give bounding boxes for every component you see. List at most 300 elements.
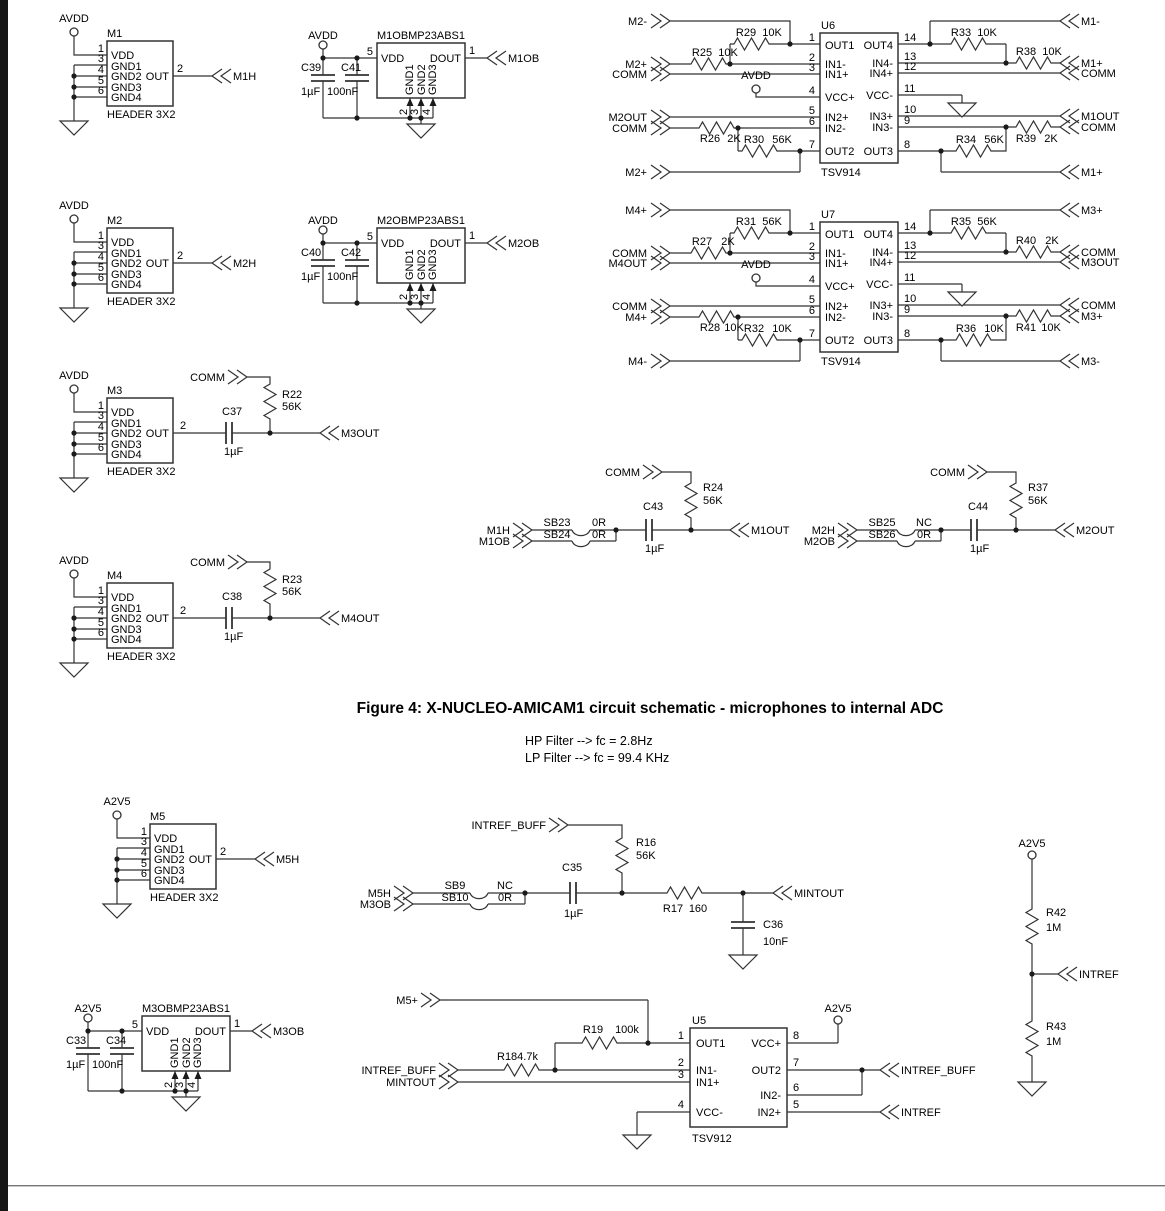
junction-dot bbox=[114, 856, 119, 861]
resistor-value: 10K bbox=[718, 47, 738, 59]
pin-number: 10 bbox=[904, 293, 917, 305]
ground-icon bbox=[623, 1135, 651, 1149]
connector-label: COMM bbox=[1081, 247, 1116, 259]
junction-dot bbox=[727, 61, 732, 66]
lp-filter-note: LP Filter --> fc = 99.4 KHz bbox=[525, 751, 670, 765]
solder-bridge-name: SB25 bbox=[868, 517, 896, 529]
header-m3 bbox=[59, 370, 380, 492]
pin-label: OUT2 bbox=[825, 335, 855, 347]
junction-dot bbox=[267, 430, 272, 435]
pin-arrow-icon bbox=[195, 1071, 202, 1079]
pin-label: VDD bbox=[154, 833, 178, 845]
resistor-name: R28 bbox=[699, 322, 721, 334]
wires bbox=[1032, 859, 1058, 1082]
connector-label: M5H bbox=[367, 888, 391, 900]
resistor-name: R35 bbox=[950, 216, 972, 228]
connector-label: M4+ bbox=[625, 205, 647, 217]
pin-label: IN2- bbox=[760, 1090, 781, 1102]
pin-label: GND2 bbox=[111, 258, 142, 270]
opamp-u6 bbox=[609, 14, 1120, 179]
pin-label: OUT bbox=[145, 428, 169, 440]
ground-icon bbox=[407, 124, 435, 138]
pin-label: VCC- bbox=[696, 1107, 723, 1119]
junction-dot bbox=[71, 451, 76, 456]
capacitor-value: 100nF bbox=[92, 1059, 124, 1071]
resistor-value: 56K bbox=[1028, 495, 1048, 507]
junction-dot bbox=[735, 314, 740, 319]
connector-label: INTREF_BUFF bbox=[471, 820, 546, 832]
supply-node-icon bbox=[70, 28, 78, 36]
resistor-icon bbox=[1026, 1017, 1038, 1060]
junction-dot bbox=[407, 115, 412, 120]
ground-icon bbox=[948, 292, 976, 306]
junction-dot bbox=[613, 527, 618, 532]
pin-number: 7 bbox=[808, 139, 815, 151]
pin-number: 6 bbox=[808, 116, 815, 128]
supply-label: AVDD bbox=[59, 370, 89, 382]
part-label: HEADER 3X2 bbox=[107, 296, 176, 308]
connector-icon bbox=[880, 1105, 899, 1119]
connector-icon bbox=[651, 256, 670, 270]
connector-label: M1+ bbox=[1081, 167, 1103, 179]
pin-label: OUT1 bbox=[825, 229, 855, 241]
pin-label: GND1 bbox=[404, 249, 416, 280]
capacitor-name: C37 bbox=[222, 406, 243, 418]
resistor-value: 160 bbox=[688, 903, 708, 915]
ground-icon bbox=[103, 904, 131, 918]
pin-label: GND2 bbox=[416, 249, 428, 280]
pin-label: GND2 bbox=[111, 428, 142, 440]
part-label: MP23ABS1 bbox=[408, 215, 465, 227]
junction-dot bbox=[85, 1028, 90, 1033]
pin-number: 1 bbox=[97, 400, 104, 412]
solder-bridge-name: SB23 bbox=[543, 517, 571, 529]
connector-label: M2H bbox=[811, 525, 835, 537]
solder-bridge-value: 0R bbox=[497, 892, 513, 904]
pin-label: OUT3 bbox=[863, 146, 893, 158]
connector-label: M1+ bbox=[1081, 58, 1103, 70]
pin-number: 2 bbox=[808, 241, 815, 253]
connector-label: M2OUT bbox=[1076, 525, 1115, 537]
pin-number: 1 bbox=[808, 221, 815, 233]
ref-label: M1 bbox=[107, 28, 123, 40]
supply-label: AVDD bbox=[308, 215, 338, 227]
capacitor-icon bbox=[76, 1048, 100, 1054]
junction-dot bbox=[1003, 124, 1008, 129]
capacitor-name: C42 bbox=[341, 247, 362, 259]
resistor-icon bbox=[730, 227, 773, 239]
junction-dot bbox=[522, 890, 527, 895]
connector-label: COMM bbox=[1081, 122, 1116, 134]
resistor-name: R32 bbox=[743, 323, 765, 335]
resistor-name: R37 bbox=[1028, 482, 1049, 494]
pin-number: 3 bbox=[97, 595, 104, 607]
supply-label: AVDD bbox=[308, 30, 338, 42]
pin-number: 6 bbox=[97, 85, 104, 97]
junction-dot bbox=[71, 430, 76, 435]
ref-label: U5 bbox=[692, 1015, 707, 1027]
ground-icon bbox=[172, 1097, 200, 1111]
pin-number: 2 bbox=[808, 52, 815, 64]
pin-number: 6 bbox=[140, 868, 147, 880]
pin-label: VDD bbox=[111, 50, 135, 62]
part-label: TSV912 bbox=[692, 1133, 732, 1145]
junction-dot bbox=[859, 1067, 864, 1072]
resistor-icon bbox=[947, 227, 990, 239]
pin-number: 5 bbox=[97, 75, 104, 87]
pin-label: VDD bbox=[111, 407, 135, 419]
pin-label: OUT3 bbox=[863, 335, 893, 347]
junction-dot bbox=[740, 890, 745, 895]
supply-node-icon bbox=[70, 385, 78, 393]
resistor-name: R23 bbox=[282, 574, 303, 586]
resistor-icon bbox=[1012, 121, 1055, 133]
connector-label: M1H bbox=[233, 71, 257, 83]
pin-number: 1 bbox=[234, 1018, 241, 1030]
pin-number: 1 bbox=[808, 32, 815, 44]
pin-number: 4 bbox=[808, 274, 815, 286]
resistor-value: 10K bbox=[724, 322, 744, 334]
resistor-value: 2K bbox=[727, 133, 741, 145]
connector-icon bbox=[643, 465, 662, 479]
pin-number: 1 bbox=[469, 45, 476, 57]
resistor-icon bbox=[663, 887, 706, 899]
connector-label: COMM bbox=[612, 123, 647, 135]
connector-label: M2OB bbox=[508, 238, 540, 250]
connector-icon bbox=[255, 852, 274, 866]
connector-label: MINTOUT bbox=[386, 1077, 436, 1089]
connector-icon bbox=[1060, 165, 1079, 179]
junction-dot bbox=[71, 260, 76, 265]
pin-number: 13 bbox=[904, 51, 917, 63]
connector-label: M3OB bbox=[273, 1026, 305, 1038]
pin-arrow-icon bbox=[430, 283, 437, 291]
junction-dot bbox=[183, 1088, 188, 1093]
pin-label: GND3 bbox=[111, 439, 142, 451]
junction-dot bbox=[267, 615, 272, 620]
connector-label: COMM bbox=[190, 557, 225, 569]
resistor-name: R26 bbox=[699, 133, 721, 145]
resistor-name: R24 bbox=[703, 482, 724, 494]
pin-label: IN1- bbox=[825, 248, 846, 260]
capacitor-name: C38 bbox=[222, 591, 243, 603]
pin-number: 1 bbox=[469, 230, 476, 242]
resistor-icon bbox=[687, 58, 730, 70]
junction-dot bbox=[320, 55, 325, 60]
resistor-name: R41 bbox=[1015, 322, 1037, 334]
ground-icon bbox=[1018, 1082, 1046, 1096]
pin-number: 2 bbox=[180, 605, 187, 617]
capacitor-name: C44 bbox=[968, 501, 989, 513]
supply-label: A2V5 bbox=[74, 1003, 102, 1015]
pin-number: 4 bbox=[677, 1099, 684, 1111]
supply-node-icon bbox=[1028, 851, 1036, 859]
pin-number: 4 bbox=[97, 64, 104, 76]
pin-arrow-icon bbox=[407, 98, 414, 106]
pin-label: GND4 bbox=[154, 875, 185, 887]
header-m5 bbox=[103, 796, 299, 918]
wires bbox=[413, 825, 773, 955]
pin-arrow-icon bbox=[407, 283, 414, 291]
pin-number: 12 bbox=[904, 61, 917, 73]
connector-label: M1OB bbox=[508, 53, 540, 65]
junction-dot bbox=[938, 337, 943, 342]
pin-label: IN3- bbox=[872, 311, 893, 323]
pin-label: GND3 bbox=[111, 269, 142, 281]
supply-label: AVDD bbox=[741, 70, 771, 82]
pin-label: IN1+ bbox=[825, 258, 849, 270]
ground-icon bbox=[729, 955, 757, 969]
capacitor-value: 1µF bbox=[645, 543, 665, 555]
capacitor-icon bbox=[226, 607, 232, 629]
supply-label: AVDD bbox=[59, 200, 89, 212]
connector-label: COMM bbox=[605, 467, 640, 479]
capacitor-icon bbox=[345, 260, 369, 266]
junction-dot bbox=[71, 281, 76, 286]
filter-m1out bbox=[479, 465, 790, 555]
connector-label: M5H bbox=[276, 854, 300, 866]
pin-arrow-icon bbox=[418, 283, 425, 291]
resistor-icon bbox=[1010, 479, 1022, 522]
pin-number: 9 bbox=[904, 304, 911, 316]
connector-icon bbox=[320, 426, 339, 440]
capacitor-icon bbox=[311, 75, 335, 81]
resistor-value: 56K bbox=[772, 134, 792, 146]
capacitor-value: 1µF bbox=[224, 446, 244, 458]
resistor-name: R22 bbox=[282, 389, 303, 401]
solder-bridge-value: NC bbox=[497, 880, 513, 892]
resistor-value: 2K bbox=[721, 236, 735, 248]
pin-number: 5 bbox=[97, 617, 104, 629]
pin-number: 1 bbox=[97, 585, 104, 597]
pin-label: OUT1 bbox=[696, 1038, 726, 1050]
pin-label: GND1 bbox=[169, 1037, 181, 1068]
resistor-value: 56K bbox=[977, 216, 997, 228]
pin-number: 7 bbox=[793, 1057, 800, 1069]
supply-label: A2V5 bbox=[824, 1003, 852, 1015]
junction-dot bbox=[71, 615, 76, 620]
pin-number: 9 bbox=[904, 115, 911, 127]
resistor-name: R19 bbox=[582, 1024, 604, 1036]
resistor-value: 10K bbox=[1042, 46, 1062, 58]
opamp-u7 bbox=[609, 203, 1120, 368]
pin-number: 3 bbox=[409, 293, 421, 300]
connector-label: INTREF_BUFF bbox=[901, 1065, 976, 1077]
header-m1 bbox=[59, 13, 256, 135]
junction-dot bbox=[1003, 313, 1008, 318]
capacitor-value: 1µF bbox=[301, 271, 321, 283]
resistor-value: 10K bbox=[772, 323, 792, 335]
resistor-value: 56K bbox=[984, 134, 1004, 146]
resistor-icon bbox=[687, 247, 730, 259]
supply-node-icon bbox=[113, 811, 121, 819]
pin-label: GND1 bbox=[404, 64, 416, 95]
supply-node-icon bbox=[752, 274, 760, 282]
part-label: HEADER 3X2 bbox=[150, 892, 219, 904]
capacitor-name: C33 bbox=[66, 1035, 87, 1047]
pin-label: GND2 bbox=[111, 71, 142, 83]
header-m2 bbox=[59, 200, 256, 322]
connector-icon bbox=[487, 51, 506, 65]
capacitor-value: 1µF bbox=[970, 543, 990, 555]
hp-filter-note: HP Filter --> fc = 2.8Hz bbox=[525, 734, 653, 748]
junction-dot bbox=[938, 527, 943, 532]
pin-number: 5 bbox=[793, 1099, 800, 1111]
page-bottom-border bbox=[8, 1185, 1165, 1186]
resistor-icon bbox=[738, 145, 781, 157]
capacitor-icon bbox=[345, 75, 369, 81]
solder-bridge-icon bbox=[572, 530, 590, 536]
capacitor-value: 1µF bbox=[66, 1059, 86, 1071]
ref-label: M1OB bbox=[377, 30, 409, 42]
junction-dot bbox=[552, 1067, 557, 1072]
pin-number: 6 bbox=[97, 627, 104, 639]
pin-label: VDD bbox=[111, 592, 135, 604]
connector-label: M4OUT bbox=[608, 258, 647, 270]
connector-icon bbox=[651, 67, 670, 81]
resistor-name: R43 bbox=[1046, 1021, 1067, 1033]
solder-bridge-icon bbox=[470, 904, 488, 910]
connector-label: M1OB bbox=[478, 536, 510, 548]
pin-number: 5 bbox=[808, 294, 815, 306]
supply-label: AVDD bbox=[741, 259, 771, 271]
pin-number: 4 bbox=[808, 85, 815, 97]
pin-number: 5 bbox=[808, 105, 815, 117]
resistor-icon bbox=[500, 1064, 543, 1076]
pin-number: 1 bbox=[140, 826, 147, 838]
solder-bridge-value: NC bbox=[916, 517, 932, 529]
mic-m1ob bbox=[301, 30, 539, 138]
resistor-value: 10K bbox=[977, 27, 997, 39]
connector-icon bbox=[212, 256, 231, 270]
pin-label: IN2- bbox=[825, 123, 846, 135]
connector-label: M2- bbox=[628, 16, 647, 28]
pin-label: GND3 bbox=[192, 1037, 204, 1068]
ref-label: U6 bbox=[821, 20, 836, 32]
junction-dot bbox=[1029, 971, 1034, 976]
part-label: MP23ABS1 bbox=[173, 1003, 230, 1015]
resistor-value: 1M bbox=[1046, 922, 1062, 934]
pin-number: 1 bbox=[677, 1030, 684, 1042]
supply-node-icon bbox=[70, 570, 78, 578]
solder-bridge-icon bbox=[897, 530, 915, 536]
pin-label: GND1 bbox=[111, 248, 142, 260]
pin-label: DOUT bbox=[429, 53, 461, 65]
connector-label: INTREF bbox=[901, 1107, 941, 1119]
junction-dot bbox=[114, 877, 119, 882]
solder-bridge-icon bbox=[572, 541, 590, 547]
capacitor-value: 1µF bbox=[564, 908, 584, 920]
resistor-icon bbox=[578, 1037, 621, 1049]
connector-icon bbox=[228, 555, 247, 569]
connector-label: M2OUT bbox=[608, 112, 647, 124]
pin-arrow-icon bbox=[418, 98, 425, 106]
part-label: HEADER 3X2 bbox=[107, 651, 176, 663]
pin-label: OUT1 bbox=[825, 40, 855, 52]
capacitor-name: C34 bbox=[106, 1035, 127, 1047]
connector-label: M1OUT bbox=[1081, 111, 1120, 123]
connector-label: COMM bbox=[930, 467, 965, 479]
pin-label: IN3- bbox=[872, 122, 893, 134]
junction-dot bbox=[71, 84, 76, 89]
ref-label: U7 bbox=[821, 209, 836, 221]
connector-label: M4OUT bbox=[341, 613, 380, 625]
pin-label: VDD bbox=[146, 1026, 170, 1038]
resistor-icon bbox=[738, 334, 781, 346]
pin-label: GND1 bbox=[111, 603, 142, 615]
filter-mintout bbox=[360, 818, 844, 969]
solder-bridge-name: SB26 bbox=[868, 529, 896, 541]
part-label: TSV914 bbox=[821, 167, 861, 179]
ref-label: M3 bbox=[107, 385, 123, 397]
pin-label: IN2- bbox=[825, 312, 846, 324]
connector-icon bbox=[651, 165, 670, 179]
junction-dot bbox=[71, 626, 76, 631]
pin-label: IN2+ bbox=[825, 112, 849, 124]
pin-number: 3 bbox=[140, 836, 147, 848]
junction-dot bbox=[1013, 527, 1018, 532]
connector-label: M3OUT bbox=[341, 428, 380, 440]
resistor-icon bbox=[264, 565, 276, 608]
pin-number: 5 bbox=[366, 231, 373, 243]
resistor-icon bbox=[1012, 246, 1055, 258]
pin-label: OUT bbox=[188, 854, 212, 866]
junction-dot bbox=[927, 230, 932, 235]
junction-dot bbox=[354, 55, 359, 60]
pin-number: 4 bbox=[140, 847, 147, 859]
junction-dot bbox=[71, 94, 76, 99]
capacitor-name: C35 bbox=[562, 862, 583, 874]
connector-icon bbox=[880, 1063, 899, 1077]
ground-icon bbox=[60, 478, 88, 492]
solder-bridge-name: SB9 bbox=[444, 880, 466, 892]
pin-number: 5 bbox=[131, 1019, 138, 1031]
connector-label: M1OUT bbox=[751, 525, 790, 537]
pin-number: 3 bbox=[97, 410, 104, 422]
pin-number: 14 bbox=[904, 32, 917, 44]
junction-dot bbox=[1003, 60, 1008, 65]
pin-label: VDD bbox=[381, 53, 405, 65]
pin-label: GND1 bbox=[111, 61, 142, 73]
pin-label: GND4 bbox=[111, 634, 142, 646]
pin-label: IN4- bbox=[872, 58, 893, 70]
pin-label: IN1+ bbox=[825, 69, 849, 81]
junction-dot bbox=[354, 240, 359, 245]
pin-number: 4 bbox=[97, 251, 104, 263]
resistor-value: 2K bbox=[1045, 235, 1059, 247]
pin-label: VCC+ bbox=[751, 1038, 781, 1050]
pin-label: GND2 bbox=[181, 1037, 193, 1068]
connector-label: COMM bbox=[612, 301, 647, 313]
pin-label: GND4 bbox=[111, 92, 142, 104]
resistor-icon bbox=[1012, 310, 1055, 322]
pin-number: 2 bbox=[163, 1081, 175, 1088]
pin-number: 12 bbox=[904, 250, 917, 262]
pin-number: 2 bbox=[177, 250, 184, 262]
connector-label: COMM bbox=[612, 248, 647, 260]
ground-icon bbox=[60, 308, 88, 322]
capacitor-icon bbox=[731, 922, 755, 928]
ground-icon bbox=[407, 309, 435, 323]
pin-number: 2 bbox=[180, 420, 187, 432]
pin-label: IN1- bbox=[825, 59, 846, 71]
solder-bridge-name: SB10 bbox=[441, 892, 469, 904]
capacitor-value: 100nF bbox=[327, 86, 359, 98]
connector-label: M4+ bbox=[625, 312, 647, 324]
capacitor-name: C39 bbox=[301, 62, 322, 74]
pin-number: 6 bbox=[97, 442, 104, 454]
pin-number: 8 bbox=[793, 1030, 800, 1042]
